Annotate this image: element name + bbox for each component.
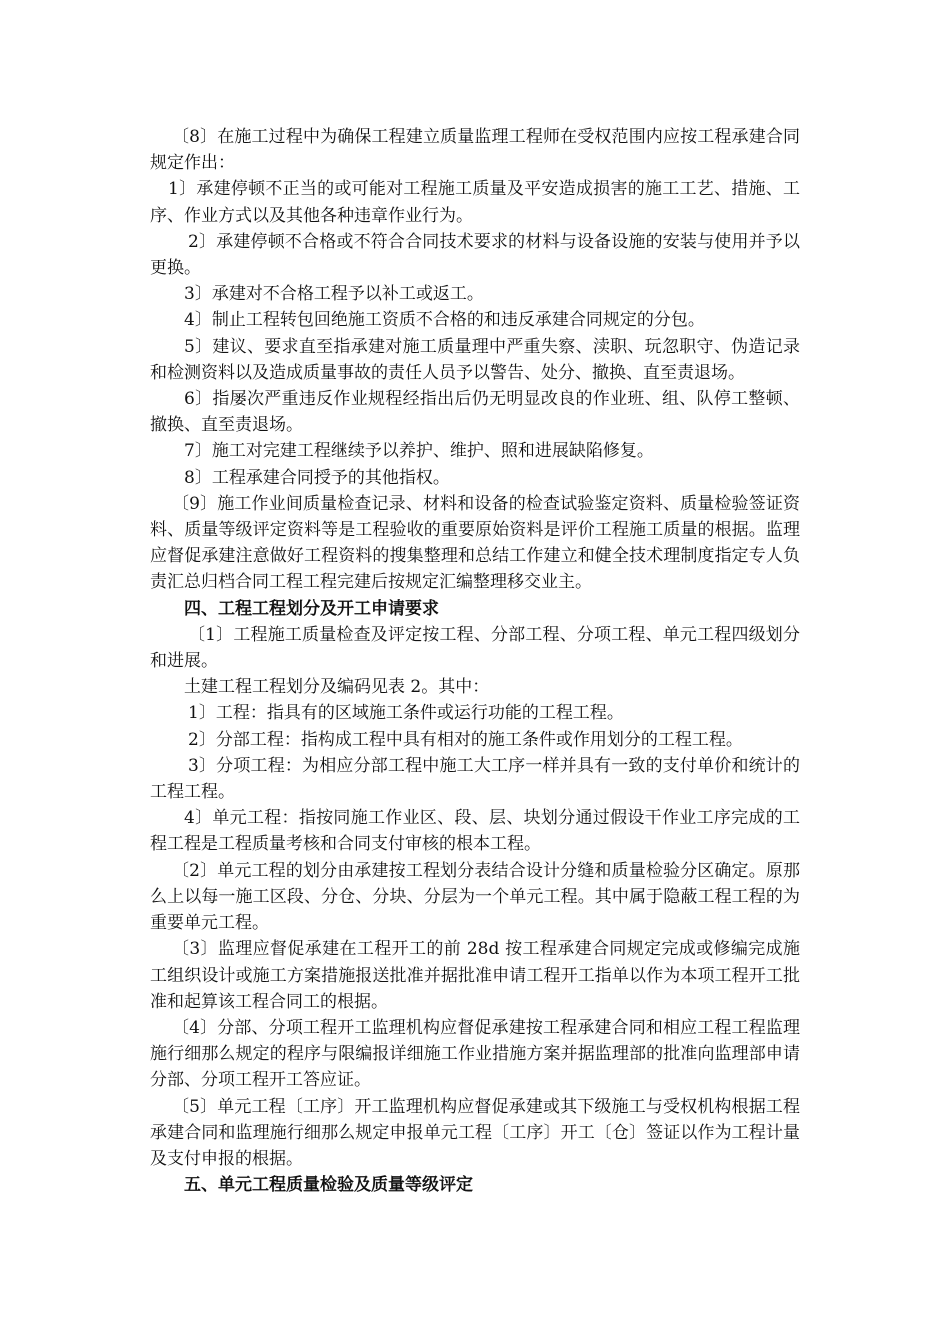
list-item-6: 6〕指屡次严重违反作业规程经指出后仍无明显改良的作业班、组、队停工整顿、撤换、直至责退场。 [150, 389, 800, 436]
section4-paragraph-3: 〔3〕监理应督促承建在工程开工的前 28d 按工程承建合同规定完成或修编完成施工组织设计或施工方案措施报送批准并据批准申请工程开工指单以作为本项工程开工批准和起算该工程合同工的根据。 [150, 939, 800, 1012]
section4-paragraph-4: 〔4〕分部、分项工程开工监理机构应督促承建按工程承建合同和相应工程工程监理施行细那么规定的程序与限编报详细施工作业措施方案并据监理部的批准向监理部申请分部、分项工程开工答应证。 [150, 1017, 800, 1091]
section-heading-5: 五、单元工程质量检验及质量等级评定 [184, 1175, 473, 1196]
document-body [150, 124, 800, 1198]
section4-paragraph-5: 〔5〕单元工程〔工序〕开工监理机构应督促承建或其下级施工与受权机构根据工程承建合同和监理施行细那么规定申报单元工程〔工序〕开工〔仓〕签证以作为工程计量及支付申报的根据。 [150, 1096, 800, 1169]
section4-item-2: 2〕分部工程：指构成工程中具有相对的施工条件或作用划分的工程工程。 [188, 729, 743, 750]
list-item-1: 1〕承建停顿不正当的或可能对工程施工质量及平安造成损害的施工工艺、措施、工序、作业方式以及其他各种违章作业行为。 [150, 179, 800, 226]
section4-item-4: 4〕单元工程：指按同施工作业区、段、层、块划分通过假设干作业工序完成的工程工程是工程质量考核和合同支付审核的根本工程。 [150, 808, 800, 855]
section4-item-3: 3〕分项工程：为相应分部工程中施工大工序一样并具有一致的支付单价和统计的工程工程。 [150, 755, 800, 803]
paragraph-8: 〔8〕在施工过程中为确保工程建立质量监理工程师在受权范围内应按工程承建合同规定作出： [150, 127, 800, 174]
section4-item-1: 1〕工程：指具有的区域施工条件或运行功能的工程工程。 [188, 703, 624, 724]
list-item-7: 7〕施工对完建工程继续予以养护、维护、照和进展缺陷修复。 [184, 441, 654, 462]
list-item-2: 2〕承建停顿不合格或不符合合同技术要求的材料与设备设施的安装与使用并予以更换。 [150, 231, 800, 279]
list-item-8: 8〕工程承建合同授予的其他指权。 [184, 467, 450, 488]
paragraph-9: 〔9〕施工作业间质量检查记录、材料和设备的检查试验鉴定资料、质量检验签证资料、质量等级评定资料等是工程验收的重要原始资料是评价工程施工质量的根据。监理应督促承建注意做好工程资料的搜集整理和总结工作建立和健全技术理制度指定专人负责汇总归档合同工程工程完建后按规定汇编整理移交业主。 [150, 493, 800, 593]
section4-intro: 土建工程工程划分及编码见表 2。其中： [184, 677, 490, 698]
list-item-4: 4〕制止工程转包回绝施工资质不合格的和违反承建合同规定的分包。 [184, 310, 705, 331]
list-item-3: 3〕承建对不合格工程予以补工或返工。 [184, 284, 484, 305]
section4-paragraph-1: 〔1〕工程施工质量检查及评定按工程、分部工程、分项工程、单元工程四级划分和进展。 [150, 624, 800, 672]
list-item-5: 5〕建议、要求直至指承建对施工质量理中严重失察、渎职、玩忽职守、伪造记录和检测资料以及造成质量事故的责任人员予以警告、处分、撤换、直至责退场。 [150, 336, 800, 383]
section4-paragraph-2: 〔2〕单元工程的划分由承建按工程划分表结合设计分缝和质量检验分区确定。原那么上以每一施工区段、分仓、分块、分层为一个单元工程。其中属于隐蔽工程工程的为重要单元工程。 [150, 860, 800, 934]
section-heading-4: 四、工程工程划分及开工申请要求 [184, 598, 439, 619]
